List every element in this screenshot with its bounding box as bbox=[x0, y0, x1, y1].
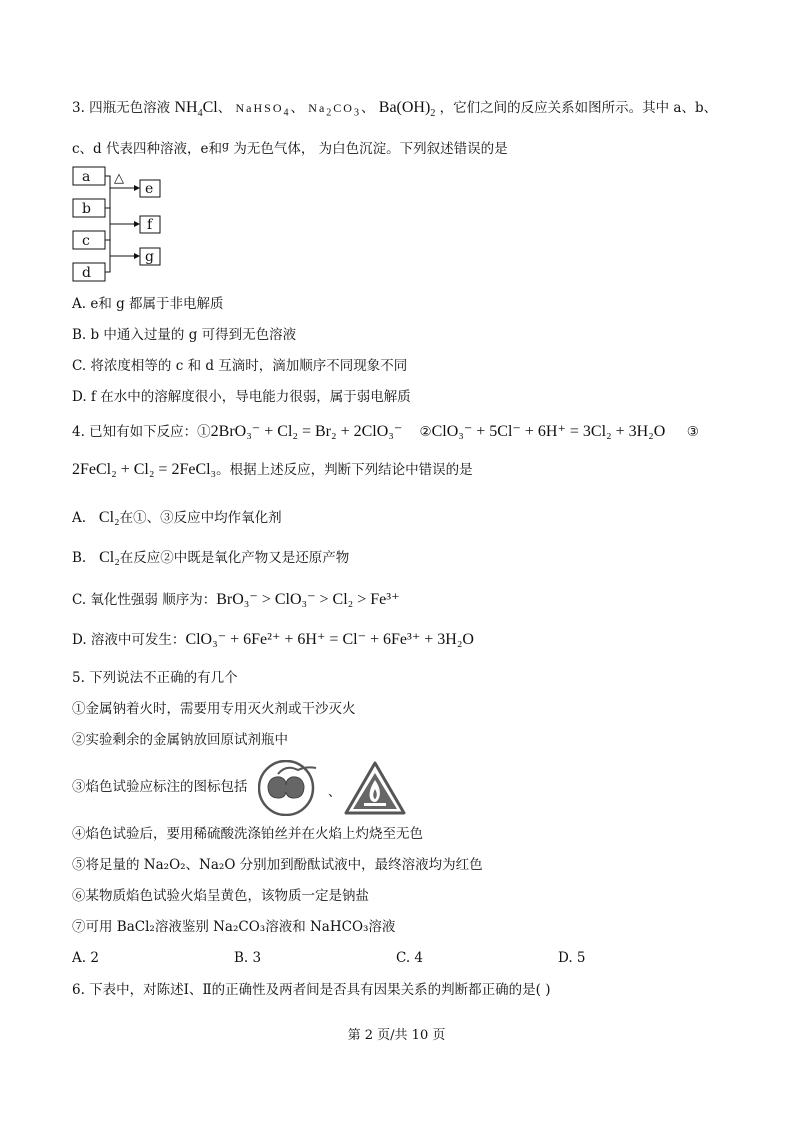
reaction-1: 2BrO₃⁻ + Cl₂ = Br₂ + 2ClO₃⁻ bbox=[210, 423, 403, 440]
q5-stem: 5. 下列说法不正确的有几个 bbox=[72, 670, 238, 686]
reaction-diagram bbox=[72, 166, 192, 282]
q3-option-b: B. b 中通入过量的 g 可得到无色溶液 bbox=[72, 327, 297, 343]
q5-option-d: D. 5 bbox=[558, 950, 586, 966]
page-footer: 第 2 页/共 10 页 bbox=[347, 1028, 446, 1043]
q5-item-2: ②实验剩余的金属钠放回原试剂瓶中 bbox=[72, 732, 288, 748]
reaction-2: ClO₃⁻ + 5Cl⁻ + 6H⁺ = 3Cl₂ + 3H₂O bbox=[431, 423, 666, 440]
q3-stem-prefix: 3. 四瓶无色溶液 bbox=[72, 100, 171, 116]
diagram-arrowheads bbox=[134, 185, 140, 259]
gas-g-label: g bbox=[221, 139, 230, 152]
label-a: a bbox=[82, 169, 91, 185]
q5-item-3: ③焰色试验应标注的图标包括 bbox=[72, 779, 248, 795]
q5-option-b: B. 3 bbox=[234, 950, 262, 966]
q5-option-c: C. 4 bbox=[396, 950, 424, 966]
heat-symbol: △ bbox=[114, 171, 124, 186]
q5-option-a: A. 2 bbox=[72, 950, 99, 966]
q4-option-d: D. 溶液中可发生：ClO₃⁻ + 6Fe²⁺ + 6H⁺ = Cl⁻ + 6Fe³⁺ + 3H₂O bbox=[72, 631, 474, 648]
label-g: g bbox=[145, 249, 154, 265]
q5-item-7: ⑦可用 BaCl₂溶液鉴别 Na₂CO₃溶液和 NaHCO₃溶液 bbox=[72, 919, 396, 935]
q5-options bbox=[72, 948, 720, 968]
flame-warning-icon bbox=[346, 763, 404, 813]
q4-stem-line2: 2FeCl₂ + Cl₂ = 2FeCl₃。根据上述反应，判断下列结论中错误的是 bbox=[72, 461, 473, 478]
formula-baoh2: $Ba(OH)_2$ bbox=[378, 99, 436, 120]
q3-option-d: D. f 在水中的溶解度很小，导电能力很弱，属于弱电解质 bbox=[72, 389, 411, 405]
q3-stem-suffix: ，它们之间的反应关系如图所示。其中 a、b、 bbox=[439, 100, 718, 116]
q4-option-b: B. Cl₂在反应②中既是氧化产物又是还原产物 bbox=[72, 549, 350, 566]
q5-item-1: ①金属钠着火时，需要用专用灭火剂或干沙灭火 bbox=[72, 701, 356, 717]
diagram-connectors bbox=[105, 176, 138, 272]
goggles-icon bbox=[259, 761, 316, 815]
reaction-3: 2FeCl₂ + Cl₂ = 2FeCl₃ bbox=[72, 461, 217, 478]
label-e: e bbox=[145, 181, 154, 197]
q6-stem: 6. 下表中，对陈述Ⅰ、Ⅱ的正确性及两者间是否具有因果关系的判断都正确的是( ) bbox=[72, 982, 551, 998]
q3-stem-line1: 3. 四瓶无色溶液 $NH_4Cl$、 NaHSO$_4$、 $Na_2CO_3$、 $Ba(OH)_2$ ，它们之间的反应关系如图所示。其中 a、b、 bbox=[72, 99, 718, 120]
label-c: c bbox=[82, 233, 90, 249]
q3-option-c: C. 将浓度相等的 c 和 d 互滴时，滴加顺序不同现象不同 bbox=[72, 358, 408, 374]
label-b: b bbox=[82, 201, 91, 217]
q4-option-a: A. Cl₂在①、③反应中均作氧化剂 bbox=[72, 509, 282, 526]
q4-option-c: C. 氧化性强弱 顺序为：BrO₃⁻ > ClO₃⁻ > Cl₂ > Fe³⁺ bbox=[72, 591, 400, 608]
q3-stem-line2: c、d 代表四种溶液，e和$^g$ 为无色气体， 为白色沉淀。下列叙述错误的是 bbox=[72, 139, 508, 157]
label-d: d bbox=[82, 265, 91, 281]
formula-na2co3: $Na_2CO_3$ bbox=[308, 101, 361, 119]
icon-group bbox=[258, 760, 418, 816]
q5-item-6: ⑥某物质焰色试验火焰呈黄色，该物质一定是钠盐 bbox=[72, 888, 369, 904]
q5-item-4: ④焰色试验后，要用稀硫酸洗涤铂丝并在火焰上灼烧至无色 bbox=[72, 826, 423, 842]
q5-item-5: ⑤将足量的 Na₂O₂、Na₂O 分别加到酚酞试液中，最终溶液均为红色 bbox=[72, 857, 483, 873]
icon-separator: 、 bbox=[328, 785, 342, 800]
q3-option-a: A. e和 g 都属于非电解质 bbox=[72, 296, 224, 312]
q4-stem-line1: 4. 已知有如下反应：①2BrO₃⁻ + Cl₂ = Br₂ + 2ClO₃⁻ ②ClO₃⁻ + 5Cl⁻ + 6H⁺ = 3Cl₂ + 3H₂O ③ bbox=[72, 423, 699, 440]
formula-nh4cl: $NH_4Cl$ bbox=[174, 99, 218, 120]
formula-nahso4: NaHSO$_4$ bbox=[235, 101, 291, 119]
safety-icons bbox=[258, 760, 418, 820]
label-f: f bbox=[147, 217, 153, 233]
